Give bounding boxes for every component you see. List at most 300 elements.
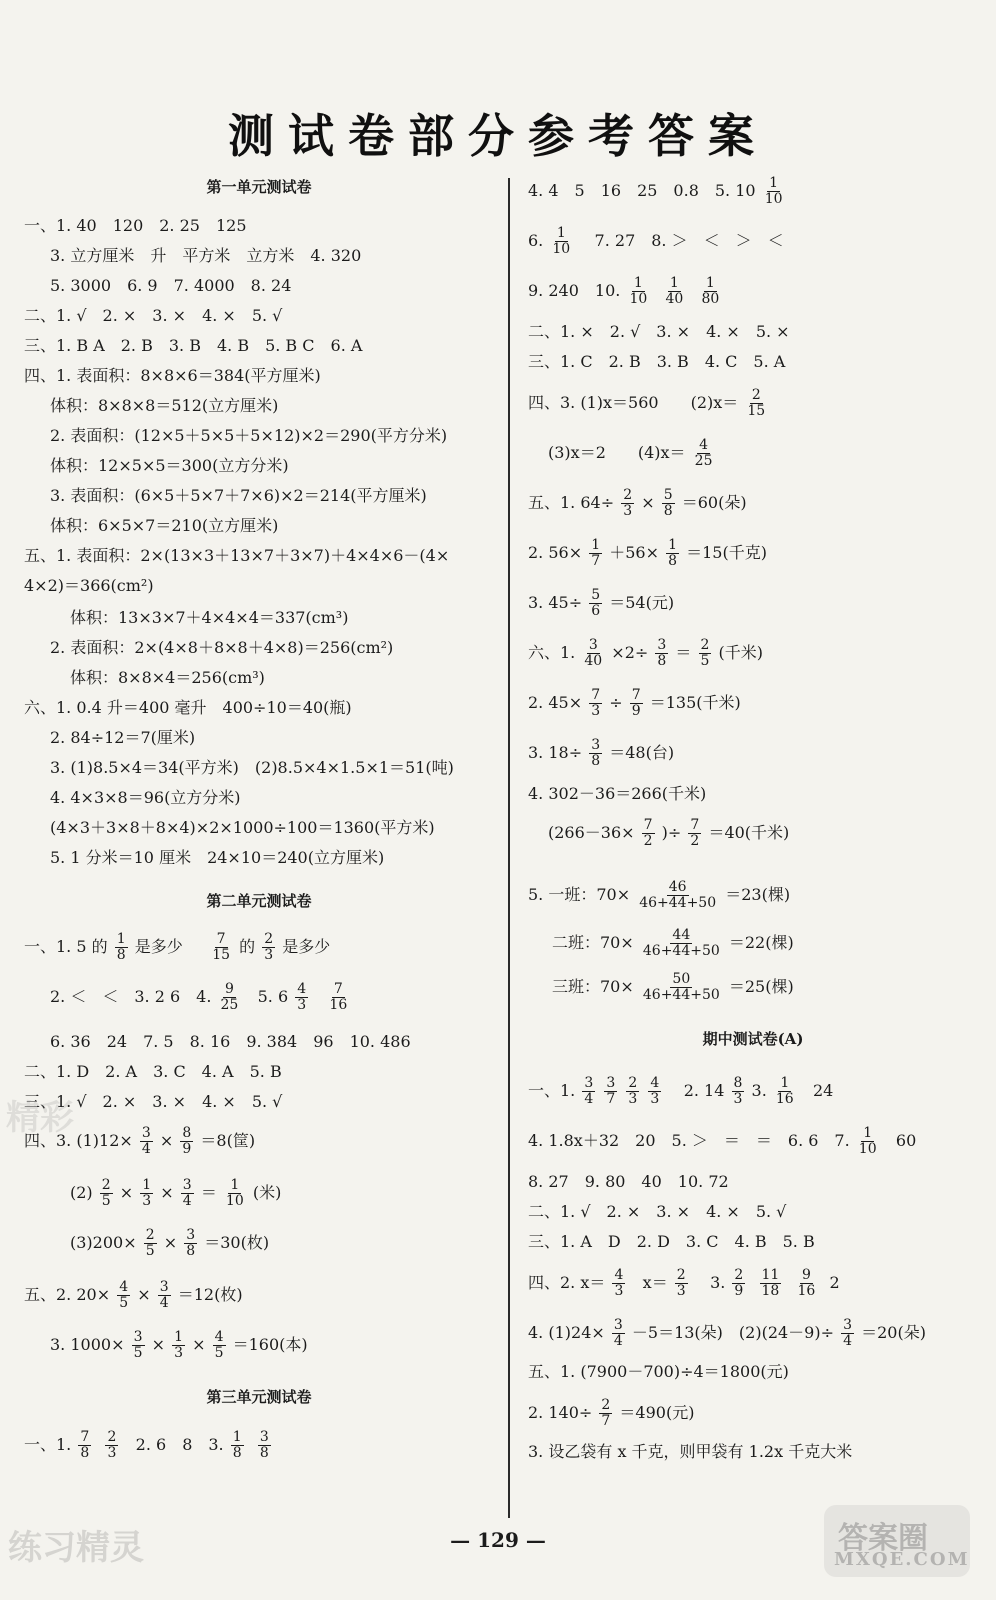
fraction <box>688 818 701 849</box>
answer-text: (2) <box>70 1183 93 1202</box>
answer-line <box>50 982 351 1013</box>
fraction <box>599 1398 612 1429</box>
answer-text: 3. <box>751 1081 767 1100</box>
answer-text: × <box>159 1131 174 1150</box>
answer-text: ＝20(朵) <box>861 1323 926 1342</box>
answer-line: 三、1. C 2. B 3. B 4. C 5. A <box>528 352 786 371</box>
answer-line <box>528 276 723 307</box>
answer-text: 的 <box>239 937 256 956</box>
answer-line: 二、1. D 2. A 3. C 4. A 5. B <box>24 1062 282 1081</box>
fraction <box>172 1330 185 1361</box>
fraction <box>100 1178 113 1209</box>
answer-line: 3. 表面积：(6×5＋5×7＋7×6)×2＝214(平方厘米) <box>50 486 427 505</box>
denominator: 10 <box>858 1141 877 1157</box>
answer-line <box>528 1126 916 1157</box>
fraction <box>641 928 722 959</box>
answer-text: x＝ <box>642 1273 668 1292</box>
answer-line <box>528 1318 926 1349</box>
numerator: 1 <box>232 1429 242 1445</box>
answer-line <box>528 880 790 911</box>
numerator: 1 <box>142 1177 152 1193</box>
answer-text: 4. 1.8x＋32 20 5. ＞ ＝ ＝ 6. 6 7. <box>528 1131 850 1150</box>
fraction <box>589 688 602 719</box>
denominator: 25 <box>694 453 713 469</box>
denominator: 40 <box>665 291 684 307</box>
numerator: 4 <box>699 437 709 453</box>
answer-line <box>528 688 741 719</box>
fraction <box>582 1076 595 1107</box>
answer-text: 一、1. 5 的 <box>24 937 108 956</box>
answer-line: 体积：8×8×8＝512(立方厘米) <box>50 396 279 415</box>
answer-line <box>528 176 787 207</box>
answer-line: 3. 立方厘米 升 平方米 立方米 4. 320 <box>50 246 362 265</box>
answer-line <box>528 488 747 519</box>
denominator: 3 <box>623 503 633 519</box>
section-heading: 期中测试卷(A) <box>702 1030 804 1048</box>
watermark-logo-text: 答案圈 <box>838 1521 928 1556</box>
fraction <box>262 932 275 963</box>
fraction <box>184 1228 197 1259</box>
numerator: 44 <box>672 927 691 943</box>
answer-text: 五、1. 64÷ <box>528 493 615 512</box>
numerator: 2 <box>676 1267 686 1283</box>
numerator: 7 <box>591 687 601 703</box>
answer-line: 3. (1)8.5×4＝34(平方米) (2)8.5×4×1.5×1＝51(吨) <box>50 758 454 777</box>
answer-line: 三、1. B A 2. B 3. B 4. B 5. B C 6. A <box>24 336 363 355</box>
denominator: 9 <box>734 1283 744 1299</box>
column-divider <box>508 178 510 1518</box>
numerator: 4 <box>297 981 307 997</box>
answer-line <box>528 226 784 257</box>
fraction <box>258 1430 271 1461</box>
answer-text: 一、1. <box>24 1435 72 1454</box>
answer-text: × <box>151 1335 165 1354</box>
numerator: 2 <box>734 1267 744 1283</box>
denominator: 16 <box>329 997 348 1013</box>
numerator: 5 <box>663 487 673 503</box>
denominator: 2 <box>643 833 653 849</box>
answer-line: 二、1. √ 2. × 3. × 4. × 5. √ <box>24 306 283 325</box>
denominator: 5 <box>214 1345 224 1361</box>
fraction <box>224 1178 246 1209</box>
answer-text: 3. 1000× <box>50 1335 125 1354</box>
denominator: 10 <box>629 291 648 307</box>
site-watermark <box>824 1505 970 1577</box>
answer-line: 3. 设乙袋有 x 千克，则甲袋有 1.2x 千克大米 <box>528 1442 853 1461</box>
denominator: 5 <box>145 1243 155 1259</box>
fraction <box>648 1076 661 1107</box>
denominator: 8 <box>232 1445 242 1461</box>
answer-text: ＝12(枚) <box>177 1285 243 1304</box>
answer-line <box>70 1178 281 1209</box>
answer-line <box>528 538 767 569</box>
answer-text: 3. 18÷ <box>528 743 583 762</box>
answer-line: 二、1. √ 2. × 3. × 4. × 5. √ <box>528 1202 787 1221</box>
fraction <box>626 1076 639 1107</box>
answer-text: (千米) <box>718 643 764 662</box>
answer-text: 2. 14 <box>683 1081 725 1100</box>
fraction <box>612 1268 625 1299</box>
ghost-watermark: 精彩 <box>6 1098 74 1138</box>
answer-line: 体积：13×3×7＋4×4×4＝337(cm³) <box>70 608 349 627</box>
answer-text: 2. 56× <box>528 543 583 562</box>
fraction <box>693 438 715 469</box>
denominator: 3 <box>174 1345 184 1361</box>
numerator: 3 <box>657 637 667 653</box>
answer-text: 四、3. (1)x＝560 (2)x＝ <box>528 393 739 412</box>
fraction <box>604 1076 617 1107</box>
fraction <box>582 638 604 669</box>
denominator: 15 <box>747 403 766 419</box>
fraction <box>675 1268 688 1299</box>
numerator: 4 <box>614 1267 624 1283</box>
answer-text: ＝48(台) <box>609 743 675 762</box>
answer-text: 四、2. x＝ <box>528 1273 606 1292</box>
denominator: 3 <box>142 1193 152 1209</box>
answer-text: (3)200× <box>70 1233 137 1252</box>
fraction <box>699 638 712 669</box>
numerator: 8 <box>733 1075 743 1091</box>
numerator: 3 <box>133 1329 143 1345</box>
answer-text: 60 <box>895 1131 917 1150</box>
numerator: 3 <box>159 1279 169 1295</box>
denominator: 15 <box>212 947 231 963</box>
answer-text: ＝25(棵) <box>728 977 794 996</box>
answer-text: 一、1. <box>528 1081 576 1100</box>
answer-text: 是多少 <box>134 937 183 956</box>
corner-watermark: 练习精灵 <box>8 1528 144 1568</box>
answer-text: 3. <box>710 1273 726 1292</box>
denominator: 4 <box>141 1141 151 1157</box>
answer-text: ＝490(元) <box>619 1403 695 1422</box>
numerator: 7 <box>631 687 641 703</box>
answer-text: 五、2. 20× <box>24 1285 111 1304</box>
fraction <box>612 1318 625 1349</box>
numerator: 3 <box>182 1177 192 1193</box>
denominator: 10 <box>552 241 571 257</box>
denominator: 4 <box>159 1295 169 1311</box>
denominator: 3 <box>650 1091 660 1107</box>
denominator: 9 <box>182 1141 192 1157</box>
answer-text: ＝40(千米) <box>708 823 790 842</box>
answer-text: 4. 4 5 16 25 0.8 5. 10 <box>528 181 756 200</box>
answer-text: 3. 45÷ <box>528 593 583 612</box>
answer-text: 2 <box>829 1273 840 1292</box>
answer-line <box>552 928 794 959</box>
section-heading: 第三单元测试卷 <box>206 1388 312 1406</box>
fraction <box>117 1280 130 1311</box>
numerator: 4 <box>214 1329 224 1345</box>
answer-text: × <box>119 1183 134 1202</box>
denominator: 8 <box>591 753 601 769</box>
answer-text: 7. 27 8. ＞ ＜ ＞ ＜ <box>594 231 784 250</box>
answer-line <box>548 438 716 469</box>
answer-text: ＝54(元) <box>609 593 675 612</box>
answer-text: 三班：70× <box>552 977 634 996</box>
denominator: 7 <box>591 553 601 569</box>
numerator: 1 <box>591 537 601 553</box>
denominator: 5 <box>133 1345 143 1361</box>
numerator: 4 <box>650 1075 660 1091</box>
numerator: 4 <box>119 1279 129 1295</box>
answer-line: 2. 表面积：2×(4×8＋8×8＋4×8)＝256(cm²) <box>50 638 394 657</box>
answer-line: 五、1. (7900－700)÷4＝1800(元) <box>528 1362 789 1381</box>
numerator: 1 <box>116 931 126 947</box>
numerator: 2 <box>700 637 710 653</box>
answer-line <box>528 738 674 769</box>
denominator: 16 <box>797 1283 816 1299</box>
fraction <box>621 488 634 519</box>
numerator: 1 <box>668 537 678 553</box>
numerator: 5 <box>591 587 601 603</box>
answer-text: × <box>192 1335 206 1354</box>
answer-line <box>24 932 330 963</box>
numerator: 1 <box>669 275 679 291</box>
fraction <box>589 538 602 569</box>
answer-line: 4×2)＝366(cm²) <box>24 576 154 595</box>
numerator: 7 <box>333 981 343 997</box>
numerator: 3 <box>591 737 601 753</box>
answer-text: (米) <box>252 1183 282 1202</box>
answer-text: 二班：70× <box>552 933 634 952</box>
denominator: 4 <box>613 1333 623 1349</box>
denominator: 8 <box>186 1243 196 1259</box>
fraction <box>857 1126 879 1157</box>
fraction <box>699 276 721 307</box>
denominator: 25 <box>220 997 239 1013</box>
numerator: 3 <box>588 637 598 653</box>
answer-line: 五、1. 表面积：2×(13×3＋13×7＋3×7)＋4×4×6－(4× <box>24 546 450 565</box>
answer-text: (3)x＝2 (4)x＝ <box>548 443 686 462</box>
answer-text: × <box>160 1183 174 1202</box>
denominator: 8 <box>116 947 126 963</box>
answer-line: 6. 36 24 7. 5 8. 16 9. 384 96 10. 486 <box>50 1032 411 1051</box>
numerator: 1 <box>863 1125 873 1141</box>
watermark-url: MXQE.COM <box>834 1549 970 1570</box>
fraction <box>763 176 785 207</box>
numerator: 3 <box>186 1227 196 1243</box>
answer-text: 四、3. (1)12× <box>24 1131 133 1150</box>
answer-text: 9. 240 10. <box>528 281 621 300</box>
answer-line <box>50 1330 308 1361</box>
answer-line <box>528 388 769 419</box>
answer-line: 三、1. √ 2. × 3. × 4. × 5. √ <box>24 1092 283 1111</box>
denominator: 7 <box>606 1091 616 1107</box>
fraction <box>132 1330 145 1361</box>
answer-text: ＋56× <box>609 543 660 562</box>
answer-text: 6. <box>528 231 544 250</box>
denominator: 3 <box>297 997 307 1013</box>
answer-text: 2. 140÷ <box>528 1403 593 1422</box>
answer-text: ＝60(朵) <box>681 493 747 512</box>
answer-text: × <box>641 493 655 512</box>
numerator: 7 <box>643 817 653 833</box>
numerator: 50 <box>672 971 691 987</box>
denominator: 46+44+50 <box>639 895 717 911</box>
denominator: 3 <box>264 947 274 963</box>
denominator: 8 <box>80 1445 90 1461</box>
numerator: 1 <box>230 1177 240 1193</box>
denominator: 5 <box>119 1295 129 1311</box>
fraction <box>774 1076 796 1107</box>
answer-line: 一、1. 40 120 2. 25 125 <box>24 216 247 235</box>
answer-line <box>528 638 763 669</box>
fraction <box>732 1076 745 1107</box>
numerator: 9 <box>224 981 234 997</box>
answer-line <box>24 1280 243 1311</box>
denominator: 7 <box>601 1413 611 1429</box>
fraction <box>655 638 668 669</box>
answer-line: 体积：12×5×5＝300(立方分米) <box>50 456 289 475</box>
numerator: 1 <box>556 225 566 241</box>
numerator: 2 <box>107 1429 117 1445</box>
denominator: 3 <box>614 1283 624 1299</box>
answer-text: 5. 一班：70× <box>528 885 631 904</box>
numerator: 9 <box>801 1267 811 1283</box>
answer-text: × <box>137 1285 151 1304</box>
fraction <box>760 1268 782 1299</box>
denominator: 3 <box>733 1091 743 1107</box>
numerator: 2 <box>264 931 274 947</box>
denominator: 3 <box>107 1445 117 1461</box>
numerator: 3 <box>843 1317 853 1333</box>
fraction <box>158 1280 171 1311</box>
denominator: 8 <box>668 553 678 569</box>
answer-text: ＝135(千米) <box>649 693 741 712</box>
denominator: 10 <box>764 191 783 207</box>
answer-line <box>24 1430 273 1461</box>
page-title: 测试卷部分参考答案 <box>228 109 768 163</box>
answer-line <box>528 1076 833 1107</box>
fraction <box>663 276 685 307</box>
denominator: 40 <box>584 653 603 669</box>
answer-text: ＝ <box>675 643 692 662</box>
answer-text: 4. (1)24× <box>528 1323 605 1342</box>
fraction <box>642 818 655 849</box>
fraction <box>210 932 232 963</box>
numerator: 1 <box>769 175 779 191</box>
answer-line: 体积：6×5×7＝210(立方厘米) <box>50 516 279 535</box>
numerator: 2 <box>101 1177 111 1193</box>
numerator: 2 <box>601 1397 611 1413</box>
answer-text: ＝8(筐) <box>200 1131 256 1150</box>
denominator: 4 <box>584 1091 594 1107</box>
section-heading: 第一单元测试卷 <box>206 178 312 196</box>
answer-line: 体积：8×8×4＝256(cm³) <box>70 668 265 687</box>
numerator: 3 <box>613 1317 623 1333</box>
numerator: 1 <box>780 1075 790 1091</box>
numerator: 2 <box>751 387 761 403</box>
answer-text: × <box>163 1233 178 1252</box>
numerator: 8 <box>182 1125 192 1141</box>
answer-line: 六、1. 0.4 升＝400 毫升 400÷10＝40(瓶) <box>24 698 352 717</box>
numerator: 1 <box>705 275 715 291</box>
answer-line: (4×3＋3×8＋8×4)×2×1000÷100＝1360(平方米) <box>50 818 435 837</box>
numerator: 2 <box>628 1075 638 1091</box>
answer-text: 2. 6 8 3. <box>135 1435 224 1454</box>
denominator: 18 <box>761 1283 780 1299</box>
answer-line <box>552 972 794 1003</box>
answer-line <box>70 1228 269 1259</box>
numerator: 11 <box>761 1267 780 1283</box>
numerator: 2 <box>623 487 633 503</box>
numerator: 2 <box>145 1227 155 1243</box>
answer-text: 5. 6 <box>257 987 289 1006</box>
denominator: 3 <box>676 1283 686 1299</box>
answer-text: ＝160(本) <box>232 1335 308 1354</box>
fraction <box>213 1330 226 1361</box>
numerator: 3 <box>606 1075 616 1091</box>
fraction <box>841 1318 854 1349</box>
answer-line: 2. 表面积：(12×5＋5×5＋5×12)×2＝290(平方分米) <box>50 426 448 445</box>
denominator: 46+44+50 <box>642 943 720 959</box>
section-heading: 第二单元测试卷 <box>206 892 312 910</box>
answer-line: 4. 4×3×8＝96(立方分米) <box>50 788 241 807</box>
denominator: 4 <box>843 1333 853 1349</box>
fraction <box>231 1430 244 1461</box>
fraction <box>637 880 718 911</box>
denominator: 8 <box>663 503 673 519</box>
fraction <box>732 1268 745 1299</box>
denominator: 5 <box>101 1193 111 1209</box>
numerator: 3 <box>259 1429 269 1445</box>
denominator: 8 <box>657 653 667 669</box>
numerator: 7 <box>216 931 226 947</box>
answer-line <box>528 588 674 619</box>
answer-line <box>528 1398 694 1429</box>
answer-line <box>548 818 789 849</box>
fraction <box>219 982 241 1013</box>
answer-text: 六、1. <box>528 643 576 662</box>
answer-line: 4. 302－36＝266(千米) <box>528 784 707 803</box>
answer-text: －5＝13(朵) (2)(24－9)÷ <box>631 1323 835 1342</box>
answer-line: 二、1. × 2. √ 3. × 4. × 5. × <box>528 322 790 341</box>
denominator: 10 <box>225 1193 244 1209</box>
answer-line: 5. 1 分米＝10 厘米 24×10＝240(立方厘米) <box>50 848 385 867</box>
fraction <box>630 688 643 719</box>
fraction <box>327 982 349 1013</box>
fraction <box>140 1178 153 1209</box>
numerator: 7 <box>690 817 700 833</box>
answer-text: 是多少 <box>282 937 331 956</box>
fraction <box>295 982 308 1013</box>
fraction <box>550 226 572 257</box>
denominator: 2 <box>690 833 700 849</box>
fraction <box>589 588 602 619</box>
fraction <box>180 1126 193 1157</box>
numerator: 3 <box>584 1075 594 1091</box>
answer-text: )÷ <box>661 823 682 842</box>
answer-text: ＝22(棵) <box>728 933 794 952</box>
numerator: 46 <box>668 879 687 895</box>
answer-text: ÷ <box>609 693 623 712</box>
fraction <box>641 972 722 1003</box>
answer-line: 5. 3000 6. 9 7. 4000 8. 24 <box>50 276 292 295</box>
numerator: 1 <box>633 275 643 291</box>
denominator: 4 <box>182 1193 192 1209</box>
denominator: 9 <box>631 703 641 719</box>
answer-text: (266－36× <box>548 823 635 842</box>
page-number: — 129 — <box>450 1528 546 1552</box>
fraction <box>662 488 675 519</box>
answer-line: 8. 27 9. 80 40 10. 72 <box>528 1172 729 1191</box>
answer-text: ＝ <box>200 1183 217 1202</box>
fraction <box>796 1268 818 1299</box>
answer-text: 24 <box>812 1081 834 1100</box>
answer-text: ＝23(棵) <box>725 885 791 904</box>
fraction <box>115 932 128 963</box>
answer-text: ＝15(千克) <box>686 543 767 562</box>
